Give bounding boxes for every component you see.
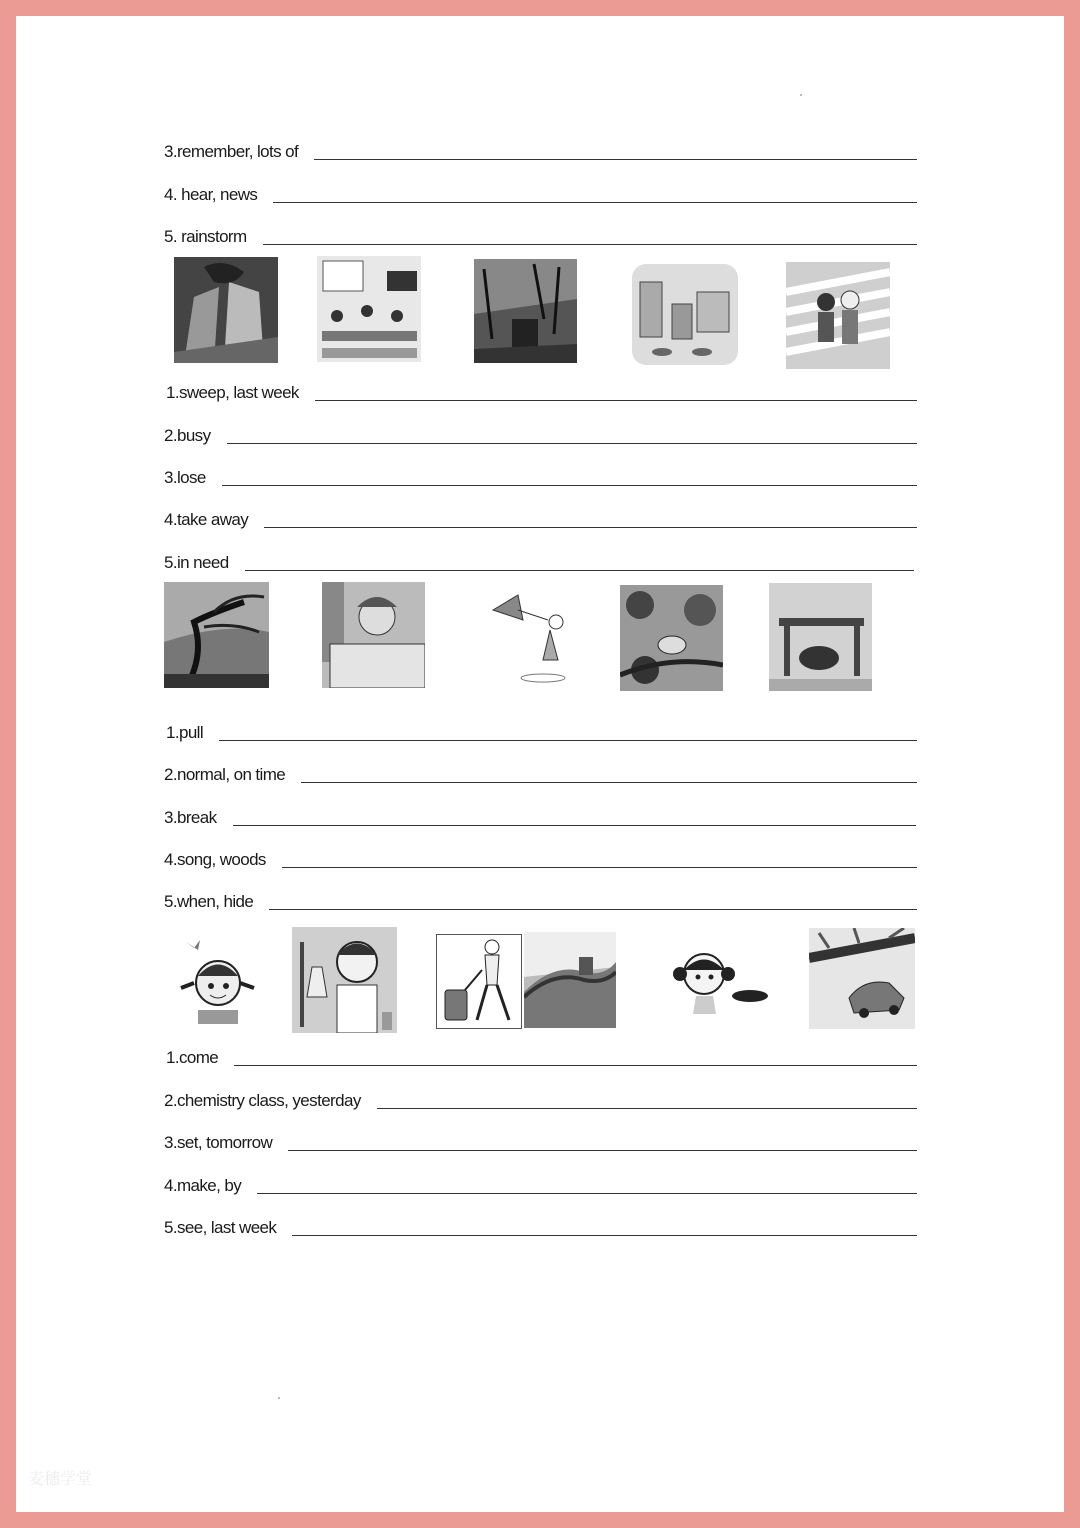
writing-item [164,543,914,573]
item-label: 2.chemistry class, yesterday [164,1091,361,1110]
town-blocks-picture-icon [632,264,738,365]
writing-item [164,217,917,247]
traveler-suitcase-picture-icon [436,934,522,1029]
item-label: 5.see, last week [164,1218,277,1237]
answer-line[interactable] [273,202,917,203]
answer-line[interactable] [292,1235,917,1236]
writing-item [164,798,916,828]
boy-at-desk-picture-icon [322,582,425,688]
great-wall-picture-icon [524,932,616,1028]
writing-item [164,1166,917,1196]
answer-line[interactable] [245,570,914,571]
item-label: 1.sweep, last week [166,383,299,402]
writing-item [164,458,917,488]
writing-item [166,373,917,403]
crosswalk-helping-picture-icon [786,262,890,369]
writing-item [164,755,917,785]
answer-line[interactable] [264,527,917,528]
answer-line[interactable] [377,1108,917,1109]
fallen-tree-car-picture-icon [809,928,915,1029]
item-label: 3.break [164,808,217,827]
writing-item [164,882,917,912]
item-label: 3.lose [164,468,206,487]
answer-line[interactable] [227,443,918,444]
item-label: 3.remember, lots of [164,142,299,161]
chemistry-boy-picture-icon [292,927,397,1033]
answer-line[interactable] [219,740,917,741]
writing-item [164,175,917,205]
item-label: 5.when, hide [164,892,254,911]
answer-line[interactable] [269,909,917,910]
writing-item [164,416,917,446]
speck [278,1397,280,1399]
answer-line[interactable] [282,867,917,868]
girl-with-umbrella-picture-icon [488,590,576,686]
girl-with-shoes-picture-icon [668,944,772,1014]
answer-line[interactable] [314,159,917,160]
item-label: 5. rainstorm [164,227,247,246]
writing-item [166,713,917,743]
item-label: 1.pull [166,723,204,742]
item-label: 4. hear, news [164,185,258,204]
worksheet-page [16,16,1064,1512]
answer-line[interactable] [222,485,917,486]
item-label: 1.come [166,1048,219,1067]
earthquake-picture-icon [174,257,278,363]
answer-line[interactable] [263,244,917,245]
windstorm-tree-picture-icon [164,582,269,688]
answer-line[interactable] [257,1193,917,1194]
writing-item [164,840,917,870]
writing-item [166,1038,917,1068]
writing-item [164,500,917,530]
item-label: 2.busy [164,426,211,445]
item-label: 4.song, woods [164,850,266,869]
item-label: 4.make, by [164,1176,242,1195]
watermark: 麦穗学堂 [28,1469,93,1488]
answer-line[interactable] [234,1065,917,1066]
classroom-picture-icon [317,256,421,362]
answer-line[interactable] [288,1150,917,1151]
answer-line[interactable] [315,400,917,401]
writing-item [164,1081,917,1111]
speck [800,94,802,96]
bird-in-tree-picture-icon [620,585,723,691]
writing-item [164,132,917,162]
happy-boy-picture-icon [176,938,258,1026]
item-label: 4.take away [164,510,249,529]
writing-item [164,1208,917,1238]
storm-stump-picture-icon [474,259,577,363]
writing-item [164,1123,917,1153]
item-label: 5.in need [164,553,229,572]
item-label: 2.normal, on time [164,765,286,784]
item-label: 3.set, tomorrow [164,1133,273,1152]
answer-line[interactable] [233,825,916,826]
hiding-under-table-picture-icon [769,583,872,691]
answer-line[interactable] [301,782,917,783]
